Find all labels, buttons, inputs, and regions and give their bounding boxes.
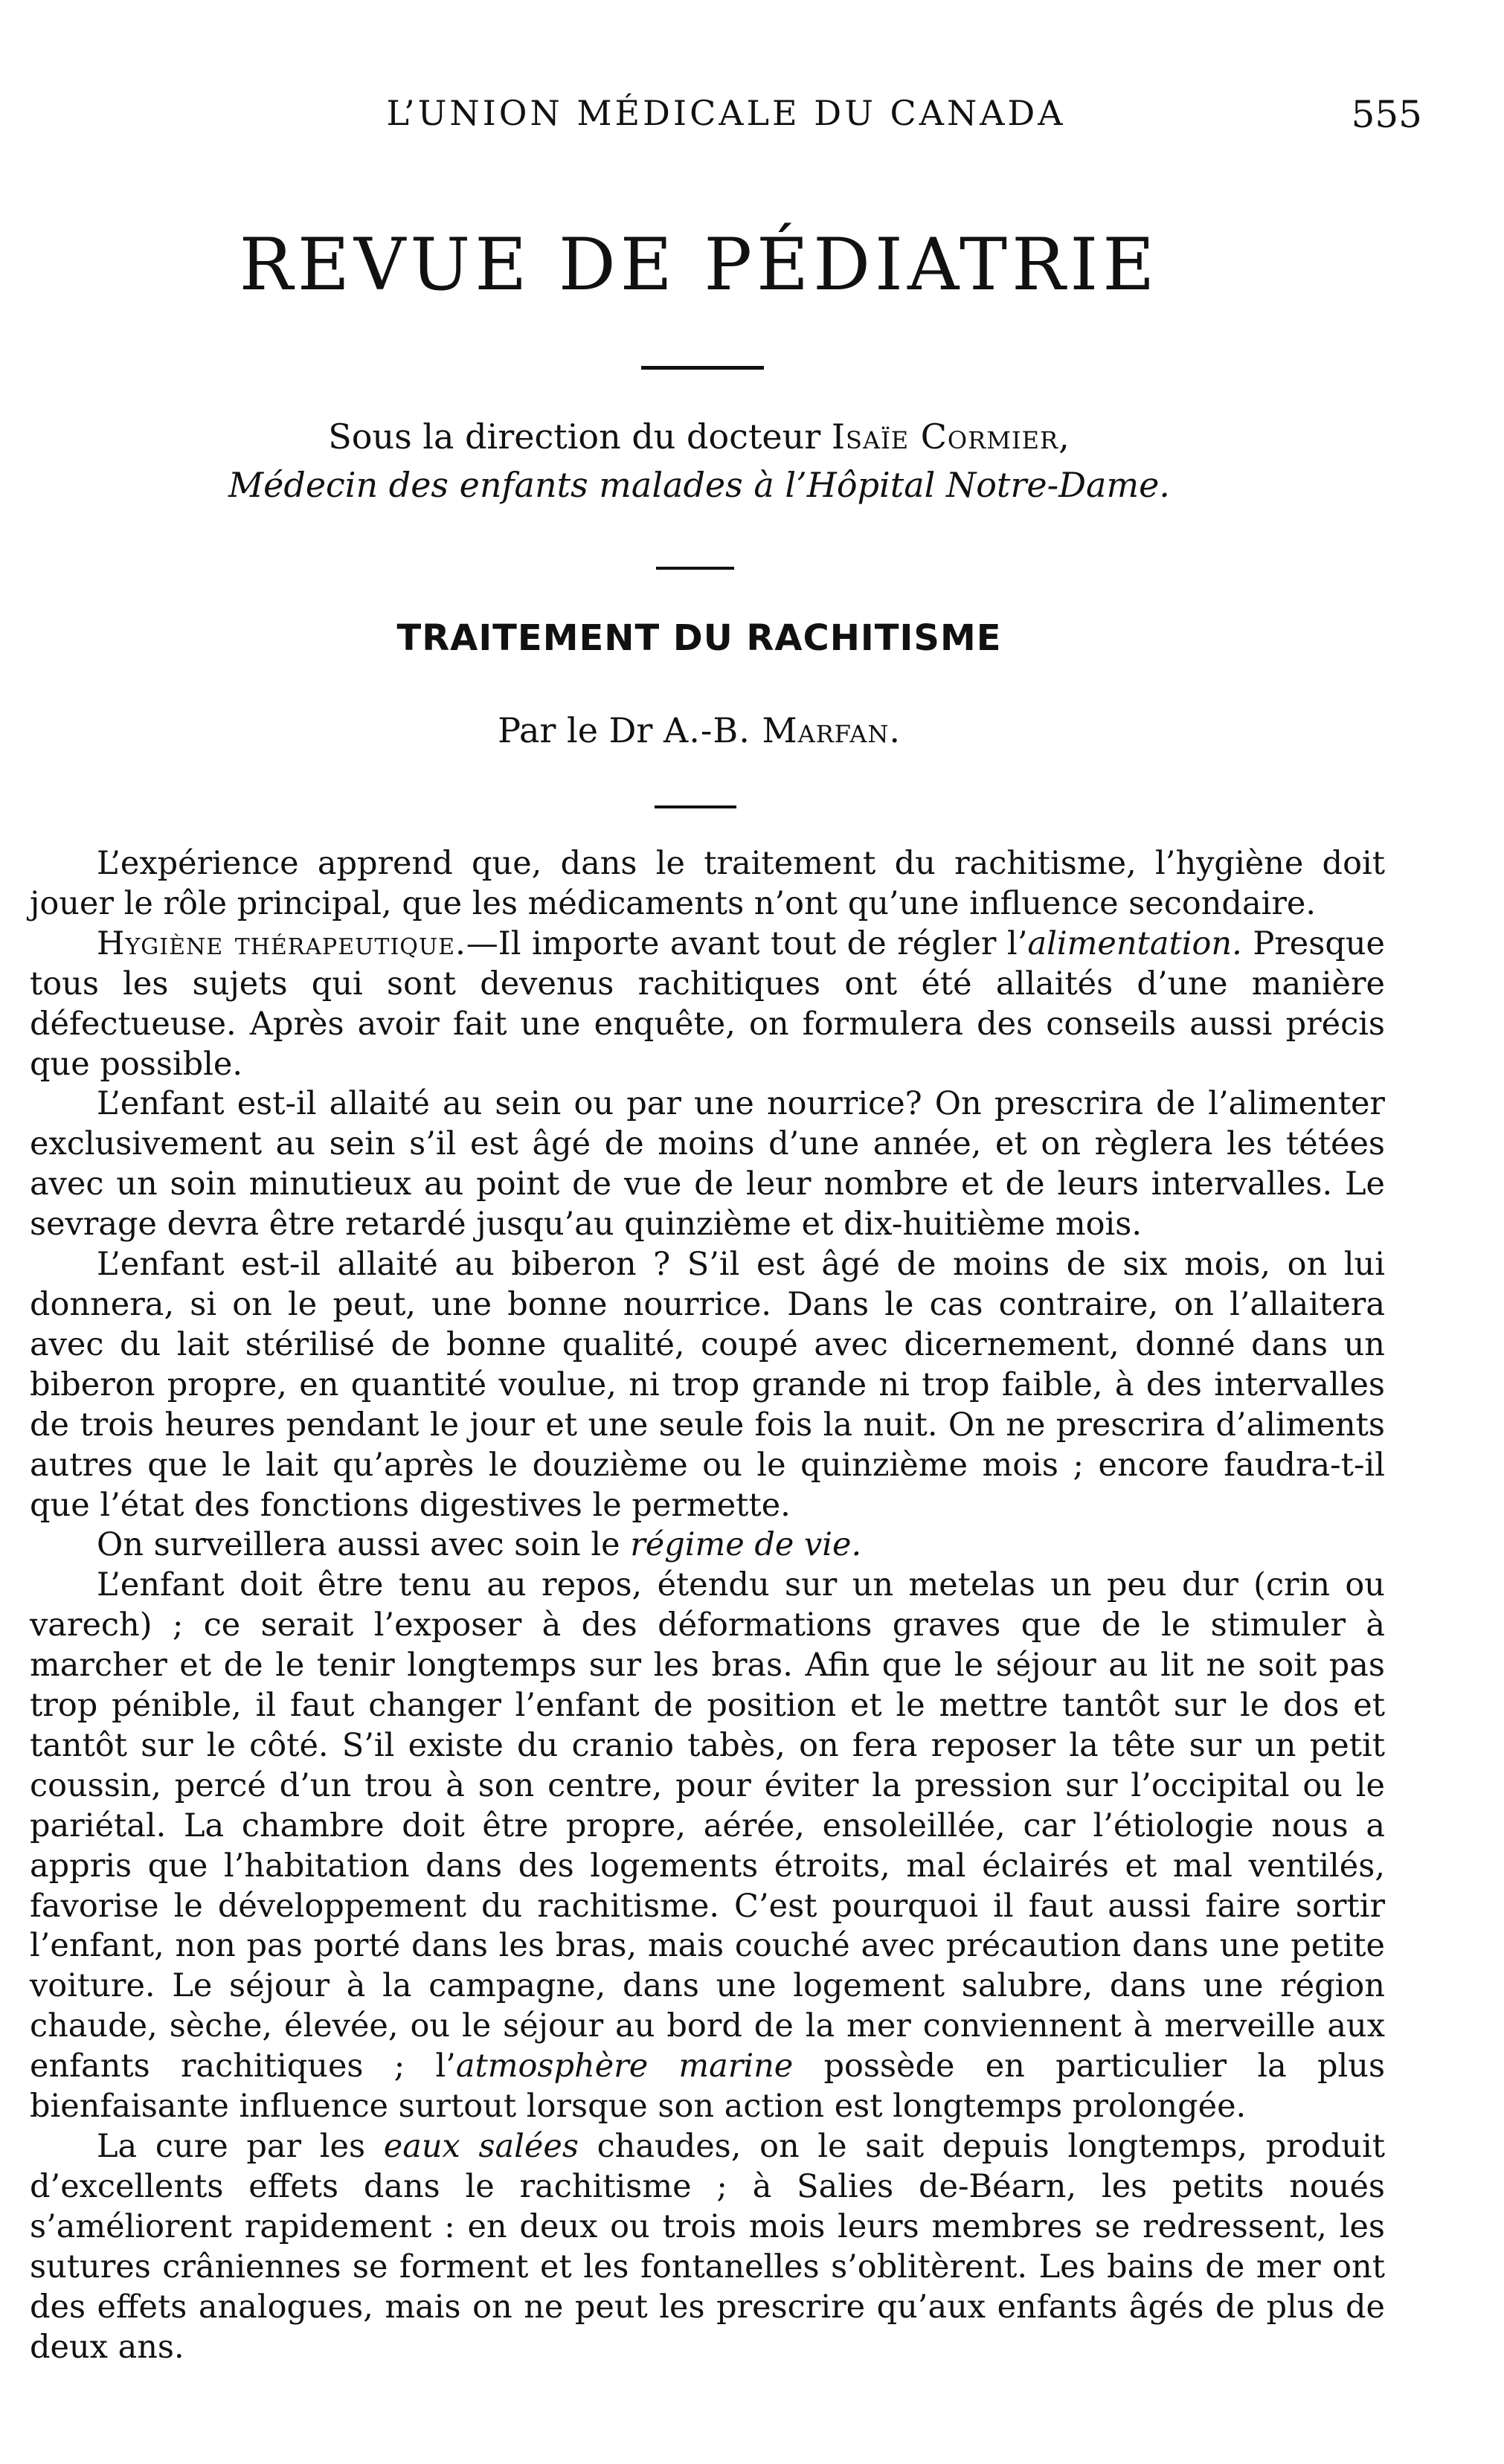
divider-rule (655, 805, 736, 808)
paragraph (30, 844, 1385, 924)
paragraph (30, 1084, 1385, 1245)
paragraph-heading: Hygiène thérapeutique. (97, 924, 466, 962)
paragraph-text: La cure par les (97, 2128, 384, 2165)
direction-prefix: Sous la direction du docteur (328, 416, 821, 457)
author-name: A.-B. Marfan. (663, 710, 901, 750)
paragraph-text: possède en particulier la plus bienfaisante influence surtout lorsque son action est longtemps prolongée. (30, 2048, 1386, 2126)
paragraph-text: chaudes, on le sait depuis longtemps, produit d’excellents effets dans le rachitisme ; à Salies de-Béarn, les petits noués s’améliorent rapidement : en deux ou trois mois leurs membres se redressent, les sutures crâniennes se forment et les fontanelles s’oblitèrent. Les bains de mer ont des effets analogues, mais on ne peut les prescrire qu’aux enfants âgés de plus de deux ans. (30, 2128, 1385, 2366)
emphasis: eaux salées (383, 2128, 579, 2165)
editor-name: Isaïe Cormier, (831, 416, 1070, 457)
journal-name: L’UNION MÉDICALE DU CANADA (386, 93, 1066, 133)
paragraph-text: Presque tous les sujets qui sont devenus rachitiques ont été allaités d’une manière défectueuse. Après avoir fait une enquête, on formulera des conseils aussi précis que possible. (30, 924, 1385, 1083)
direction-line (0, 416, 1398, 457)
article-author (0, 710, 1398, 750)
author-prefix: Par le Dr (498, 710, 653, 750)
paragraph (30, 1525, 1385, 1566)
article-body (30, 844, 1385, 2367)
paragraph-text: L’enfant est-il allaité au sein ou par une nourrice? On prescrira de l’alimenter exclusivement au sein s’il est âgé de moins d’une année, et on règlera les tétées avec un soin minutieux au point de vue de leur nombre et de leurs intervalles. Le sevrage devra être retardé jusqu’au quinzième et dix-huitième mois. (30, 1085, 1385, 1244)
paragraph-text: L’expérience apprend que, dans le traitement du rachitisme, l’hygiène doit jouer le rôle principal, que les médicaments n’ont qu’une influence secondaire. (30, 845, 1385, 922)
section-title: REVUE DE PÉDIATRIE (239, 223, 1160, 306)
emphasis: atmosphère marine (455, 2048, 794, 2085)
editor-affiliation: Médecin des enfants malades à l’Hôpital Notre-Dame. (228, 465, 1170, 505)
paragraph (30, 2127, 1385, 2367)
emphasis: alimentation. (1027, 924, 1242, 962)
paragraph-text: —Il importe avant tout de régler l’ (466, 924, 1028, 962)
divider-rule (641, 366, 764, 370)
running-head (30, 93, 1422, 138)
article-title: TRAITEMENT DU RACHITISME (396, 617, 1002, 659)
paragraph-text: On surveillera aussi avec soin le (97, 1526, 631, 1564)
paragraph (30, 924, 1385, 1085)
paragraph (30, 1566, 1385, 2127)
page-number: 555 (1351, 93, 1422, 136)
divider-rule (656, 567, 734, 570)
paragraph-text: L’enfant doit être tenu au repos, étendu sur un metelas un peu dur (crin ou varech) ; ce serait l’exposer à des déformations graves que de le stimuler à marcher et de le tenir longtemps sur les bras. Afin que le séjour au lit ne soit pas trop pénible, il faut changer l’enfant de position et le mettre tantôt sur le dos et tantôt sur le côté. S’il existe du cranio tabès, on fera reposer la tête sur un petit coussin, percé d’un trou à son centre, pour éviter la pression sur l’occipital ou le pariétal. La chambre doit être propre, aérée, ensoleillée, car l’étiologie nous a appris que l’habitation dans des logements étroits, mal éclairés et mal ventilés, favorise le développement du rachitisme. C’est pourquoi il faut aussi faire sortir l’enfant, non pas porté dans les bras, mais couché avec précaution dans une petite voiture. Le séjour à la campagne, dans une logement salubre, dans une région chaude, sèche, élevée, ou le séjour au bord de la mer conviennent à merveille aux enfants rachitiques ; l’ (30, 1566, 1385, 2085)
emphasis: régime de vie. (630, 1526, 862, 1564)
paragraph (30, 1245, 1385, 1525)
paragraph-text: L’enfant est-il allaité au biberon ? S’il est âgé de moins de six mois, on lui donnera, si on le peut, une bonne nourrice. Dans le cas contraire, on l’allaitera avec du lait stérilisé de bonne qualité, coupé avec dicernement, donné dans un biberon propre, en quantité voulue, ni trop grande ni trop faible, à des intervalles de trois heures pendant le jour et une seule fois la nuit. On ne prescrira d’aliments autres que le lait qu’après le douzième ou le quinzième mois ; encore faudra-t-il que l’état des fonctions digestives le permette. (30, 1246, 1385, 1524)
